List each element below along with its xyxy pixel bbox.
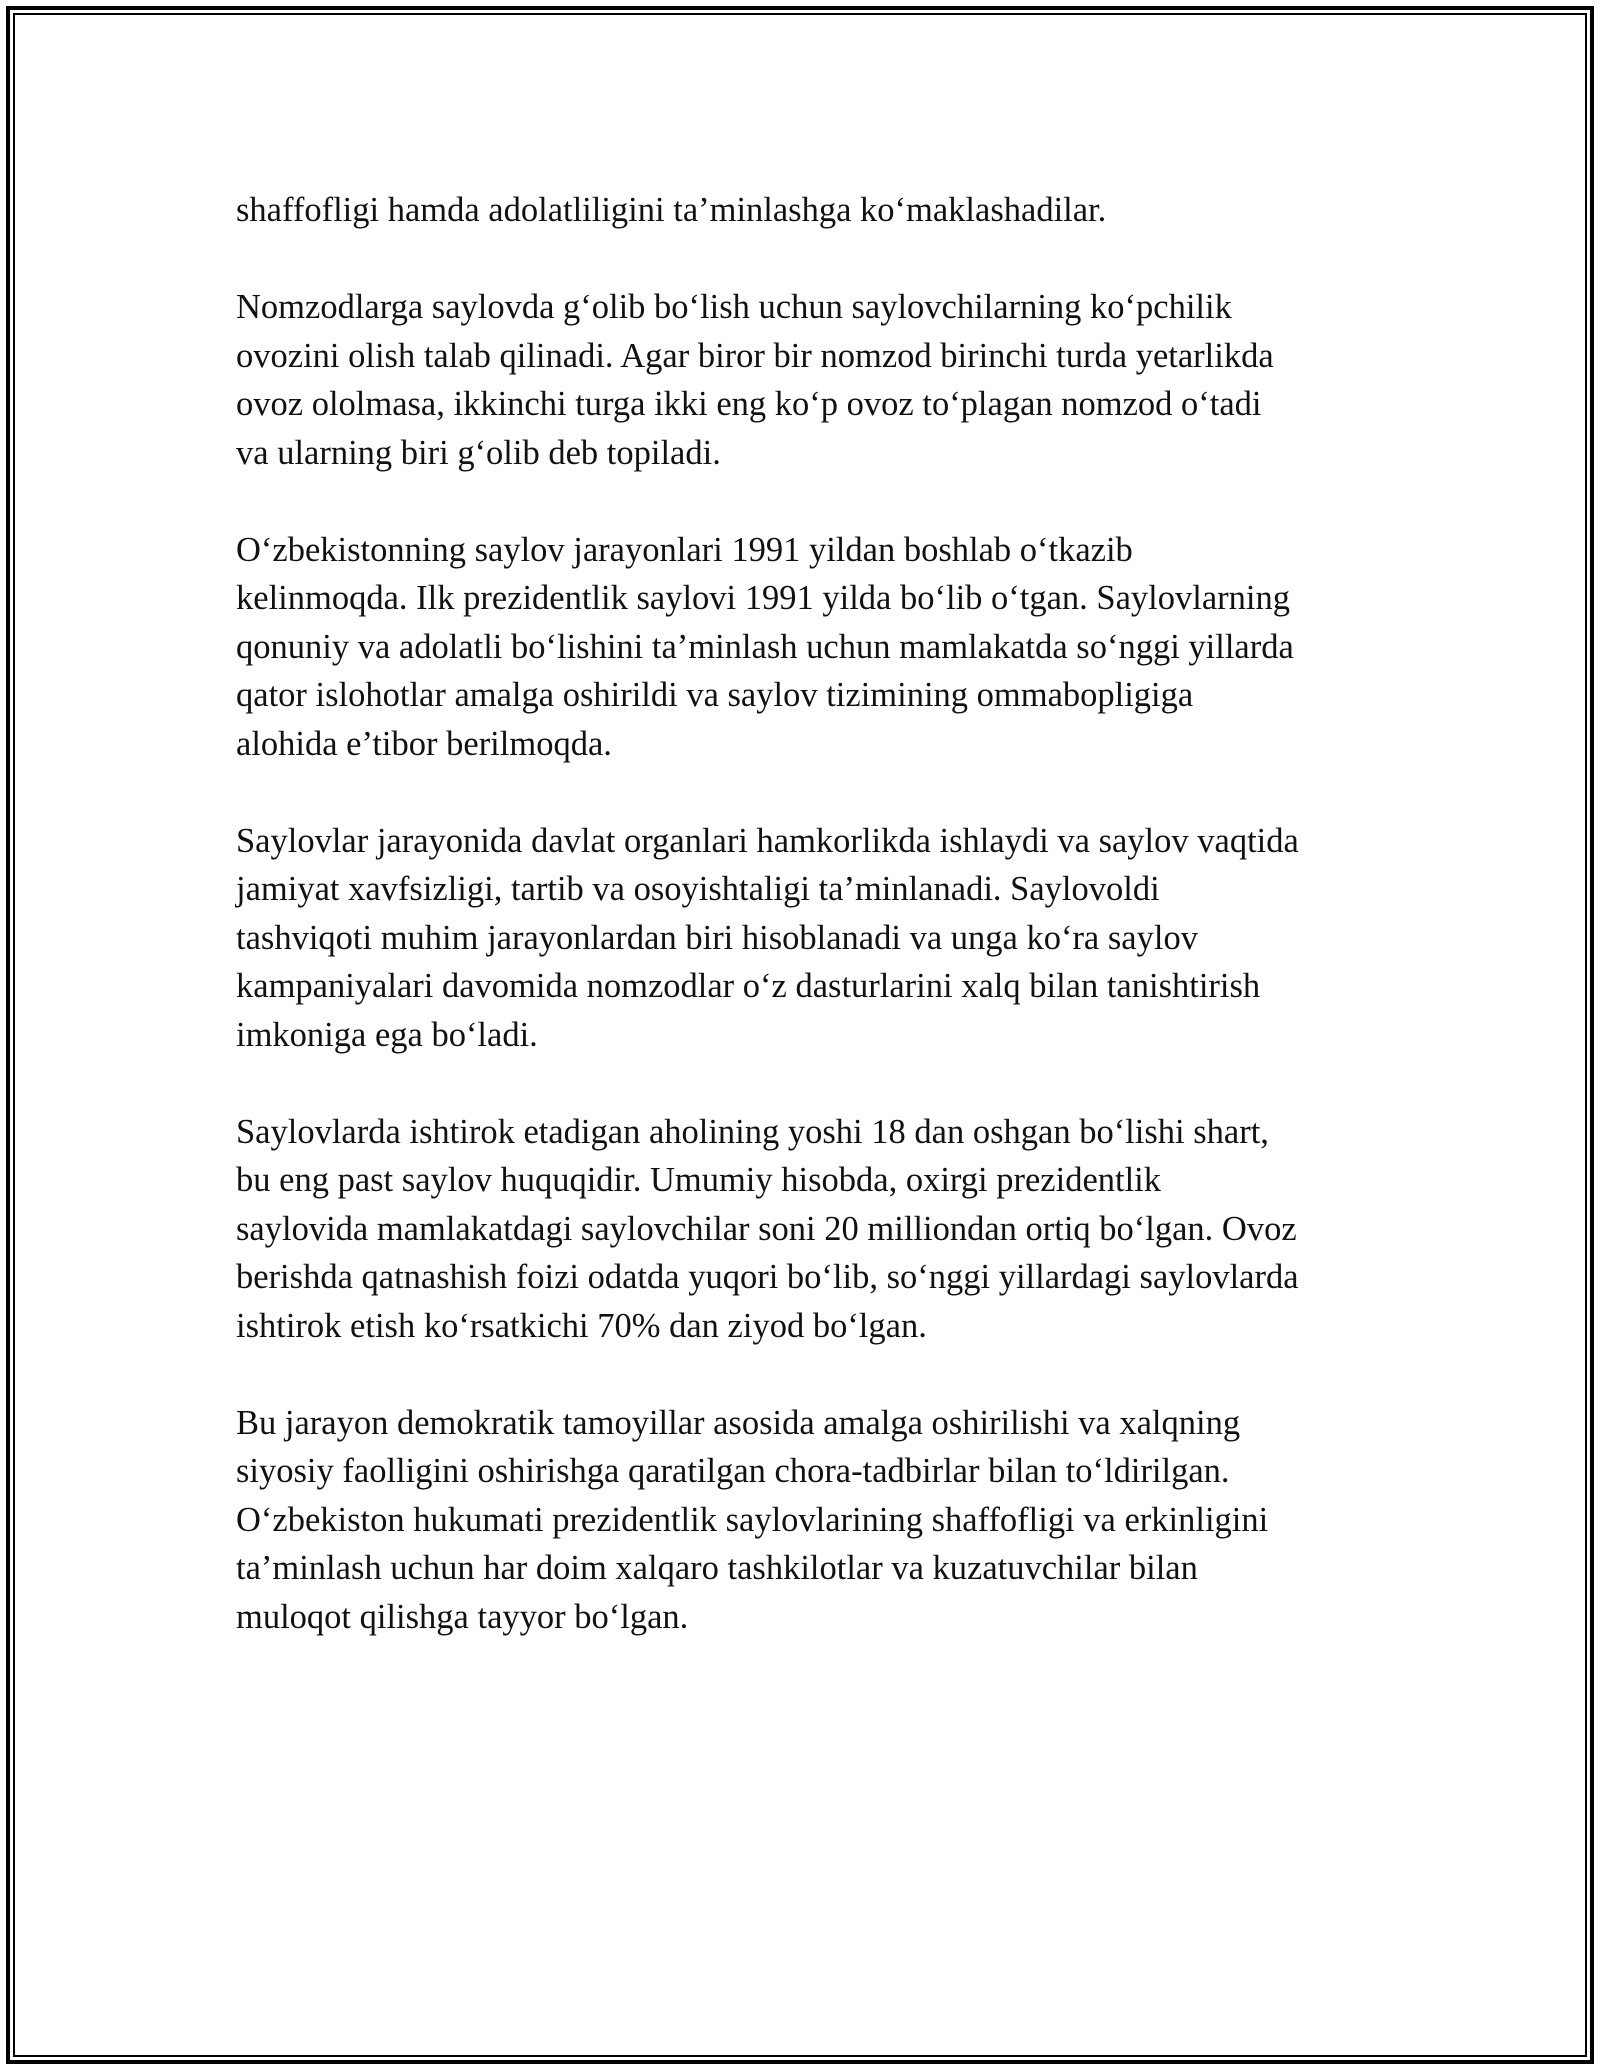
text-line: alohida e’tibor berilmoqda.	[236, 724, 612, 763]
text-line: Nomzodlarga saylovda g‘olib bo‘lish uchun saylovchilarning ko‘pchilik	[236, 288, 1232, 326]
text-line: imkoniga ega bo‘ladi.	[236, 1015, 538, 1054]
text-line: berishda qatnashish foizi odatda yuqori bo‘lib, so‘nggi yillardagi saylovlarda	[236, 1258, 1299, 1296]
text-line: bu eng past saylov huquqidir. Umumiy hisobda, oxirgi prezidentlik	[236, 1161, 1162, 1199]
paragraph-1	[236, 186, 1376, 235]
text-line: shaffofligi hamda adolatliligini ta’minlashga ko‘maklashadilar.	[236, 191, 1107, 229]
text-line: Bu jarayon demokratik tamoyillar asosida amalga oshirilishi va xalqning	[236, 1403, 1241, 1442]
document-body	[236, 186, 1376, 1690]
text-line: ovoz ololmasa, ikkinchi turga ikki eng ko‘p ovoz to‘plagan nomzod o‘tadi	[236, 385, 1262, 423]
text-line: ta’minlash uchun har doim xalqaro tashkilotlar va kuzatuvchilar bilan	[236, 1549, 1198, 1587]
text-line: ovozini olish talab qilinadi. Agar biror bir nomzod birinchi turda yetarlikda	[236, 336, 1274, 375]
paragraph-6	[236, 1399, 1376, 1642]
text-line: muloqot qilishga tayyor bo‘lgan.	[236, 1597, 689, 1636]
text-line: jamiyat xavfsizligi, tartib va osoyishtaligi ta’minlanadi. Saylovoldi	[236, 870, 1160, 908]
text-line: kampaniyalari davomida nomzodlar o‘z dasturlarini xalq bilan tanishtirish	[236, 967, 1261, 1005]
text-line: ishtirok etish ko‘rsatkichi 70% dan ziyod bo‘lgan.	[236, 1306, 927, 1345]
text-line: va ularning biri g‘olib deb topiladi.	[236, 433, 721, 472]
text-line: siyosiy faolligini oshirishga qaratilgan chora-tadbirlar bilan to‘ldirilgan.	[236, 1452, 1230, 1490]
paragraph-5	[236, 1108, 1376, 1351]
text-line: qator islohotlar amalga oshirildi va saylov tizimining ommabopligiga	[236, 676, 1194, 714]
text-line: kelinmoqda. Ilk prezidentlik saylovi 1991 yilda bo‘lib o‘tgan. Saylovlarning	[236, 579, 1290, 617]
text-line: Saylovlarda ishtirok etadigan aholining yoshi 18 dan oshgan bo‘lishi shart,	[236, 1112, 1269, 1151]
paragraph-4	[236, 817, 1376, 1060]
text-line: qonuniy va adolatli bo‘lishini ta’minlash uchun mamlakatda so‘nggi yillarda	[236, 627, 1294, 666]
text-line: tashviqoti muhim jarayonlardan biri hisoblanadi va unga ko‘ra saylov	[236, 918, 1198, 957]
paragraph-3	[236, 526, 1376, 769]
text-line: Saylovlar jarayonida davlat organlari hamkorlikda ishlaydi va saylov vaqtida	[236, 821, 1299, 860]
text-line: O‘zbekistonning saylov jarayonlari 1991 yildan boshlab o‘tkazib	[236, 530, 1133, 569]
paragraph-2	[236, 283, 1376, 477]
text-line: saylovida mamlakatdagi saylovchilar soni 20 milliondan ortiq bo‘lgan. Ovoz	[236, 1209, 1297, 1248]
text-line: O‘zbekiston hukumati prezidentlik saylovlarining shaffofligi va erkinligini	[236, 1500, 1269, 1539]
